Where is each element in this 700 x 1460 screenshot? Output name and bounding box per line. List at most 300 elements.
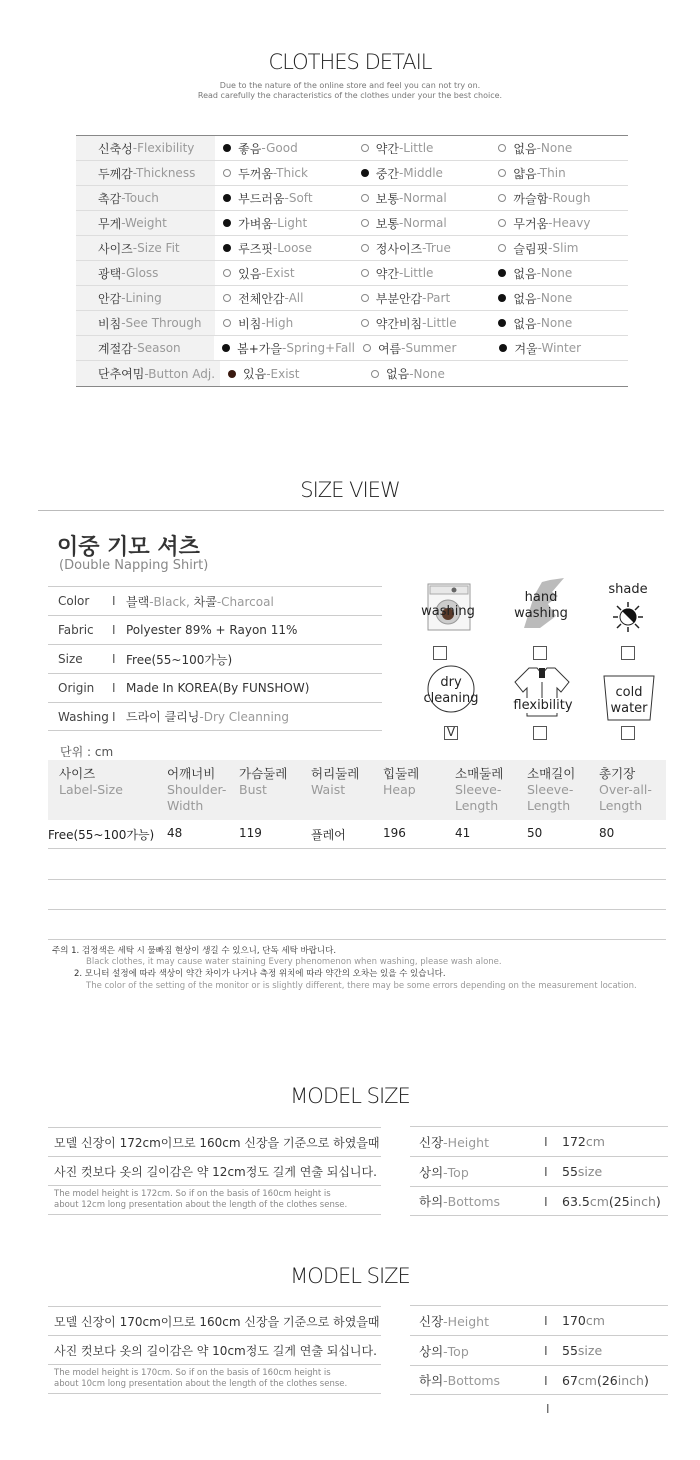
dry-cleaning-label-1: dry — [440, 675, 462, 690]
size-value: Free(55~100가능) — [126, 652, 233, 667]
color-en-2: -Charcoal — [216, 594, 274, 609]
size-column-header — [527, 766, 575, 814]
option-en: -Exist — [266, 366, 300, 381]
option-kr: 여름 — [377, 341, 402, 356]
empty-dot-icon — [363, 344, 371, 352]
option-kr: 보통 — [375, 191, 399, 206]
model-2-top-row — [410, 1335, 668, 1365]
detail-option — [220, 365, 363, 382]
detail-row — [76, 361, 628, 386]
detail-option — [353, 290, 491, 307]
detail-row-header — [76, 261, 215, 285]
bottom-kr: 하의 — [419, 1194, 444, 1209]
info-row-color — [48, 586, 382, 615]
detail-row-header — [76, 186, 215, 210]
option-en: -None — [536, 291, 573, 305]
option-kr: 얇음 — [513, 166, 537, 181]
top-value: 55 — [562, 1343, 578, 1358]
option-en: -None — [536, 141, 573, 155]
separator: I — [544, 1343, 548, 1358]
empty-dot-icon — [371, 370, 379, 378]
option-kr: 좋음 — [238, 141, 262, 156]
clothes-detail-subtitle-2: Read carefully the characteristics of the clothes under your the best choice. — [197, 91, 503, 100]
option-kr: 루즈핏 — [238, 241, 273, 256]
shade-sun-icon — [611, 600, 645, 634]
cold-water-label — [602, 685, 656, 717]
color-kr-2: 차콜 — [193, 594, 217, 609]
empty-dot-icon — [498, 194, 506, 202]
top-en: -Top — [443, 1343, 469, 1359]
filled-dot-icon — [498, 294, 506, 302]
model-1-line-2: 사진 컷보다 옷의 길이감은 약 12cm정도 길게 연출 되십니다. — [48, 1156, 381, 1185]
filled-dot-icon — [361, 169, 369, 177]
cold-water-label-2: water — [610, 701, 648, 716]
option-kr: 부드러움 — [238, 191, 285, 206]
detail-option — [215, 190, 353, 207]
size-value-cell: 196 — [383, 826, 406, 840]
detail-row-header — [76, 236, 215, 260]
model-1-bottom-row — [410, 1186, 668, 1216]
option-en: -Loose — [272, 241, 313, 255]
info-label: Origin — [58, 681, 95, 695]
model-2-note-2: about 10cm long presentation about the length of the clothes sense. — [54, 1379, 348, 1389]
option-kr: 있음 — [238, 266, 262, 281]
top-kr: 상의 — [419, 1164, 444, 1180]
bottom-inch-unit: inch — [629, 1193, 656, 1209]
header-en: -Thickness — [132, 166, 196, 180]
size-value-cell: 41 — [455, 826, 471, 840]
hand-washing-label-2: washing — [514, 606, 568, 621]
filled-dot-icon — [499, 344, 507, 352]
column-kr: 허리둘레 — [311, 766, 360, 781]
option-en: -Rough — [548, 191, 591, 205]
empty-dot-icon — [361, 269, 369, 277]
option-en: -Little — [398, 141, 434, 155]
detail-option — [490, 215, 628, 232]
detail-option — [215, 165, 353, 182]
separator: I — [112, 709, 116, 724]
detail-row — [76, 186, 628, 211]
size-column-header — [599, 766, 652, 814]
detail-option — [490, 190, 628, 207]
separator: I — [112, 652, 116, 666]
empty-dot-icon — [361, 194, 369, 202]
size-column-header — [239, 766, 287, 798]
bottom-kr: 하의 — [419, 1373, 444, 1388]
size-value-cell: 48 — [167, 826, 183, 840]
detail-row — [76, 261, 628, 286]
filled-dot-icon — [222, 344, 230, 352]
washing-kr: 드라이 클리닝 — [126, 710, 200, 724]
hand-washing-label-1: hand — [524, 590, 558, 605]
filled-dot-icon — [223, 244, 231, 252]
washing-en: -Dry Cleanning — [199, 710, 290, 724]
bottom-inch-value: (25 — [608, 1193, 630, 1209]
size-column-header — [311, 766, 359, 798]
size-column-header — [59, 766, 123, 798]
column-en: Sleeve- Length — [455, 782, 502, 813]
option-en: -Normal — [398, 191, 447, 205]
option-en: -None — [409, 366, 445, 381]
detail-option — [490, 165, 628, 182]
header-en: -Flexibility — [132, 141, 195, 155]
detail-row — [76, 161, 628, 186]
option-kr: 약간비침 — [375, 316, 423, 331]
flexibility-checkbox — [533, 726, 547, 740]
option-kr: 중간 — [375, 166, 399, 181]
option-kr: 두꺼움 — [238, 166, 273, 181]
detail-option — [490, 240, 628, 257]
header-kr: 광택 — [98, 266, 122, 281]
detail-option — [490, 140, 628, 157]
option-en: -Light — [272, 216, 308, 230]
color-en: -Black, — [149, 594, 194, 609]
empty-dot-icon — [498, 169, 506, 177]
column-en: Bust — [239, 782, 267, 797]
detail-option — [363, 365, 506, 382]
detail-row-header — [76, 311, 215, 335]
column-kr: 소매길이 — [527, 766, 576, 781]
option-en: -Summer — [401, 341, 457, 355]
detail-row-header — [76, 286, 215, 310]
option-kr: 없음 — [513, 316, 537, 331]
detail-option — [353, 265, 491, 282]
detail-option — [353, 190, 491, 207]
height-en: -Height — [443, 1134, 489, 1150]
dry-cleaning-label-2: cleaning — [423, 691, 479, 706]
empty-dot-icon — [361, 319, 369, 327]
column-kr: 소매둘레 — [455, 766, 504, 781]
bottom-value: 63.5 — [562, 1193, 590, 1209]
model-size-title: MODEL SIZE — [290, 1084, 410, 1108]
header-en: -Weight — [121, 216, 167, 230]
filled-dot-icon — [223, 219, 231, 227]
separator: I — [544, 1164, 548, 1179]
detail-option — [215, 215, 353, 232]
shade-label: shade — [608, 582, 648, 597]
empty-dot-icon — [223, 319, 231, 327]
option-kr: 약간 — [375, 141, 399, 156]
detail-option — [490, 315, 628, 332]
table-rule — [48, 848, 666, 849]
option-en: -None — [536, 266, 573, 280]
model-2-bottom-row — [410, 1365, 668, 1395]
top-unit: size — [577, 1343, 603, 1358]
model-1-height-row — [410, 1126, 668, 1156]
detail-option — [355, 340, 492, 357]
model-2-height-row — [410, 1305, 668, 1335]
option-kr: 있음 — [243, 367, 267, 381]
empty-dot-icon — [361, 219, 369, 227]
info-row-size — [48, 644, 382, 673]
header-en: -Season — [132, 341, 181, 355]
size-value-cell: 플레어 — [311, 828, 346, 842]
height-value: 170 — [562, 1313, 586, 1328]
size-column-header — [455, 766, 503, 814]
bottom-inch-value: (26 — [596, 1372, 618, 1388]
header-kr: 신축성 — [98, 141, 133, 156]
bottom-unit: cm — [577, 1372, 597, 1388]
detail-option — [214, 340, 355, 357]
option-kr: 봄+가을 — [237, 341, 282, 356]
bottom-en: -Bottoms — [443, 1194, 501, 1209]
column-kr: 사이즈 — [59, 766, 96, 781]
option-en: -Winter — [537, 341, 582, 355]
separator-trailing: I — [546, 1402, 550, 1416]
option-en: -Middle — [398, 166, 443, 180]
option-en: -Slim — [548, 241, 579, 255]
option-en: -Soft — [284, 191, 313, 205]
option-kr: 전체안감 — [238, 291, 285, 306]
column-en: Shoulder- Width — [167, 782, 227, 813]
note-1-en: Black clothes, it may cause water staining Every phenomenon when washing, please wash alone. — [86, 957, 502, 967]
filled-dot-icon — [223, 194, 231, 202]
header-en: -Button Adj. — [144, 366, 216, 381]
height-en: -Height — [443, 1313, 489, 1329]
option-en: -Exist — [261, 266, 295, 280]
header-kr: 사이즈 — [98, 241, 133, 256]
header-en: -Lining — [121, 291, 162, 305]
option-en: -All — [284, 291, 304, 305]
option-kr: 부분안감 — [375, 291, 423, 306]
option-kr: 정사이즈 — [375, 241, 423, 256]
shade-checkbox — [621, 646, 635, 660]
option-kr: 무거움 — [513, 216, 549, 231]
cold-water-checkbox — [621, 726, 635, 740]
top-en: -Top — [443, 1164, 469, 1180]
option-kr: 슬림핏 — [513, 241, 549, 256]
fabric-value: Polyester 89% + Rayon 11% — [126, 623, 298, 637]
detail-option — [215, 140, 353, 157]
info-row-origin — [48, 673, 382, 702]
detail-option — [215, 265, 353, 282]
size-value-cell: 119 — [239, 826, 262, 840]
top-value: 55 — [562, 1164, 578, 1179]
option-en: -True — [422, 241, 451, 255]
option-kr: 까슬함 — [513, 191, 549, 206]
detail-option — [491, 340, 628, 357]
detail-row — [76, 336, 628, 361]
info-row-fabric — [48, 615, 382, 644]
header-kr: 단추여밈 — [98, 367, 145, 381]
divider — [38, 510, 664, 511]
empty-dot-icon — [498, 244, 506, 252]
height-kr: 신장 — [419, 1313, 444, 1329]
filled-dot-icon — [228, 370, 236, 378]
empty-dot-icon — [498, 144, 506, 152]
option-en: -Good — [261, 141, 298, 155]
unit-label: 단위 : cm — [60, 745, 114, 759]
header-en: -Touch — [121, 191, 159, 205]
option-en: -Thick — [272, 166, 308, 180]
model-2-line-2: 사진 컷보다 옷의 길이감은 약 10cm정도 길게 연출 되십니다. — [48, 1335, 381, 1364]
size-value-cell: 80 — [599, 826, 615, 840]
column-kr: 힙둘레 — [383, 766, 420, 781]
dry-cleaning-label — [418, 675, 484, 707]
size-column-header — [383, 766, 419, 798]
model-2-measurements — [410, 1305, 668, 1395]
detail-row-header — [76, 336, 214, 360]
detail-option — [215, 315, 353, 332]
header-en: -See Through — [121, 316, 202, 330]
empty-dot-icon — [361, 244, 369, 252]
option-en: -None — [536, 316, 573, 330]
option-en: -Little — [398, 266, 434, 280]
filled-dot-icon — [223, 144, 231, 152]
column-kr: 어깨너비 — [167, 766, 216, 781]
separator: I — [112, 681, 116, 695]
separator: I — [544, 1372, 548, 1388]
model-1-note-1: The model height is 172cm. So if on the basis of 160cm height is — [54, 1189, 331, 1199]
info-label: Size — [58, 652, 83, 666]
model-2-note — [48, 1364, 381, 1394]
product-name: 이중 기모 셔츠 — [57, 535, 200, 560]
option-en: -Part — [422, 291, 451, 305]
option-en: -Spring+Fall — [282, 341, 355, 355]
dry-cleaning-checkbox-checked: V — [444, 726, 458, 740]
detail-option — [353, 140, 491, 157]
top-kr: 상의 — [419, 1343, 444, 1359]
bottom-value: 67 — [562, 1372, 578, 1388]
model-1-note — [48, 1185, 381, 1215]
info-row-washing — [48, 702, 382, 731]
column-en: Heap — [383, 782, 416, 797]
size-view-title: SIZE VIEW — [300, 478, 400, 502]
model-1-measurements — [410, 1126, 668, 1216]
filled-dot-icon — [498, 269, 506, 277]
cold-water-label-1: cold — [615, 685, 643, 700]
header-kr: 촉감 — [98, 191, 122, 206]
column-kr: 총기장 — [599, 766, 636, 781]
clothes-detail-table — [76, 135, 628, 387]
height-value: 172 — [562, 1134, 586, 1149]
table-rule — [48, 909, 666, 910]
note-2-en: The color of the setting of the monitor or is slightly different, there may be some errors depending on the measurement location. — [86, 981, 637, 991]
option-en: -Little — [422, 316, 457, 330]
option-kr: 없음 — [513, 266, 537, 281]
option-kr: 겨울 — [514, 341, 538, 356]
bottom-en: -Bottoms — [443, 1373, 501, 1388]
washing-checkbox — [433, 646, 447, 660]
option-kr: 없음 — [513, 291, 537, 306]
hand-washing-checkbox — [533, 646, 547, 660]
height-unit: cm — [585, 1313, 605, 1328]
note-2: 2. 모니터 설정에 따라 색상이 약간 차이가 나거나 측정 위치에 따라 약간의 오차는 있을 수 있습니다. — [74, 969, 446, 979]
header-kr: 안감 — [98, 291, 122, 306]
model-2-description — [48, 1306, 381, 1394]
model-1-description — [48, 1127, 381, 1215]
separator: I — [112, 623, 116, 637]
detail-row-header — [76, 211, 215, 235]
info-label: Fabric — [58, 623, 94, 637]
option-en: -Normal — [398, 216, 447, 230]
hand-washing-label — [510, 590, 572, 622]
option-kr: 비침 — [238, 316, 262, 331]
option-en: -High — [261, 316, 294, 330]
product-name-en: (Double Napping Shirt) — [59, 558, 209, 573]
info-label: Color — [58, 594, 90, 608]
column-en: Waist — [311, 782, 346, 797]
separator: I — [112, 594, 116, 608]
detail-row — [76, 311, 628, 336]
clothes-detail-subtitle-1: Due to the nature of the online store and feel you can not try on. — [219, 81, 481, 90]
bottom-paren: ) — [643, 1372, 649, 1388]
column-en: Sleeve- Length — [527, 782, 574, 813]
option-kr: 가벼움 — [238, 216, 273, 231]
empty-dot-icon — [223, 169, 231, 177]
bottom-inch-unit: inch — [617, 1372, 644, 1388]
option-kr: 없음 — [513, 141, 537, 156]
height-unit: cm — [585, 1134, 605, 1149]
detail-option — [353, 240, 491, 257]
size-value-cell: 50 — [527, 826, 543, 840]
filled-dot-icon — [498, 319, 506, 327]
color-kr: 블랙 — [126, 594, 150, 609]
column-en: Label-Size — [59, 782, 123, 797]
model-2-note-1: The model height is 170cm. So if on the basis of 160cm height is — [54, 1368, 331, 1378]
header-en: -Gloss — [121, 266, 159, 280]
note-1: 주의 1. 검정색은 세탁 시 물빠짐 현상이 생길 수 있으니, 단독 세탁 바랍니다. — [52, 946, 337, 956]
top-unit: size — [577, 1164, 603, 1179]
bottom-unit: cm — [589, 1193, 609, 1209]
model-2-line-1: 모델 신장이 170cm이므로 160cm 신장을 기준으로 하였을때 — [48, 1306, 381, 1335]
detail-row — [76, 211, 628, 236]
option-en: -Heavy — [548, 216, 591, 230]
header-en: -Size Fit — [132, 241, 180, 255]
empty-dot-icon — [498, 219, 506, 227]
option-en: -Thin — [536, 166, 566, 180]
flexibility-label: flexibility — [510, 698, 576, 713]
origin-value: Made In KOREA(By FUNSHOW) — [126, 681, 310, 695]
empty-dot-icon — [223, 294, 231, 302]
table-rule — [48, 879, 666, 880]
detail-option — [215, 290, 353, 307]
size-value-cell: Free(55~100가능) — [48, 828, 155, 842]
separator: I — [544, 1313, 548, 1328]
detail-row-header — [76, 361, 220, 386]
detail-option — [215, 240, 353, 257]
separator: I — [544, 1193, 548, 1209]
model-1-line-1: 모델 신장이 172cm이므로 160cm 신장을 기준으로 하였을때 — [48, 1127, 381, 1156]
size-column-header — [167, 766, 226, 814]
washing-label: washing — [421, 604, 475, 619]
detail-row — [76, 286, 628, 311]
detail-option — [490, 290, 628, 307]
column-en: Over-all- Length — [599, 782, 652, 813]
header-kr: 비침 — [98, 316, 122, 331]
separator: I — [544, 1134, 548, 1149]
option-kr: 없음 — [386, 367, 410, 381]
bottom-paren: ) — [655, 1193, 661, 1209]
empty-dot-icon — [361, 144, 369, 152]
detail-option — [490, 265, 628, 282]
model-1-top-row — [410, 1156, 668, 1186]
detail-option — [353, 215, 491, 232]
model-1-note-2: about 12cm long presentation about the length of the clothes sense. — [54, 1200, 348, 1210]
header-kr: 두께감 — [98, 166, 133, 181]
header-kr: 계절감 — [98, 341, 133, 356]
detail-row-header — [76, 161, 215, 185]
column-kr: 가슴둘레 — [239, 766, 288, 781]
detail-option — [353, 165, 491, 182]
height-kr: 신장 — [419, 1134, 444, 1150]
empty-dot-icon — [223, 269, 231, 277]
detail-row — [76, 136, 628, 161]
clothes-detail-title: CLOTHES DETAIL — [268, 50, 432, 74]
table-rule — [48, 939, 666, 940]
header-kr: 무게 — [98, 216, 122, 231]
option-kr: 약간 — [375, 266, 399, 281]
